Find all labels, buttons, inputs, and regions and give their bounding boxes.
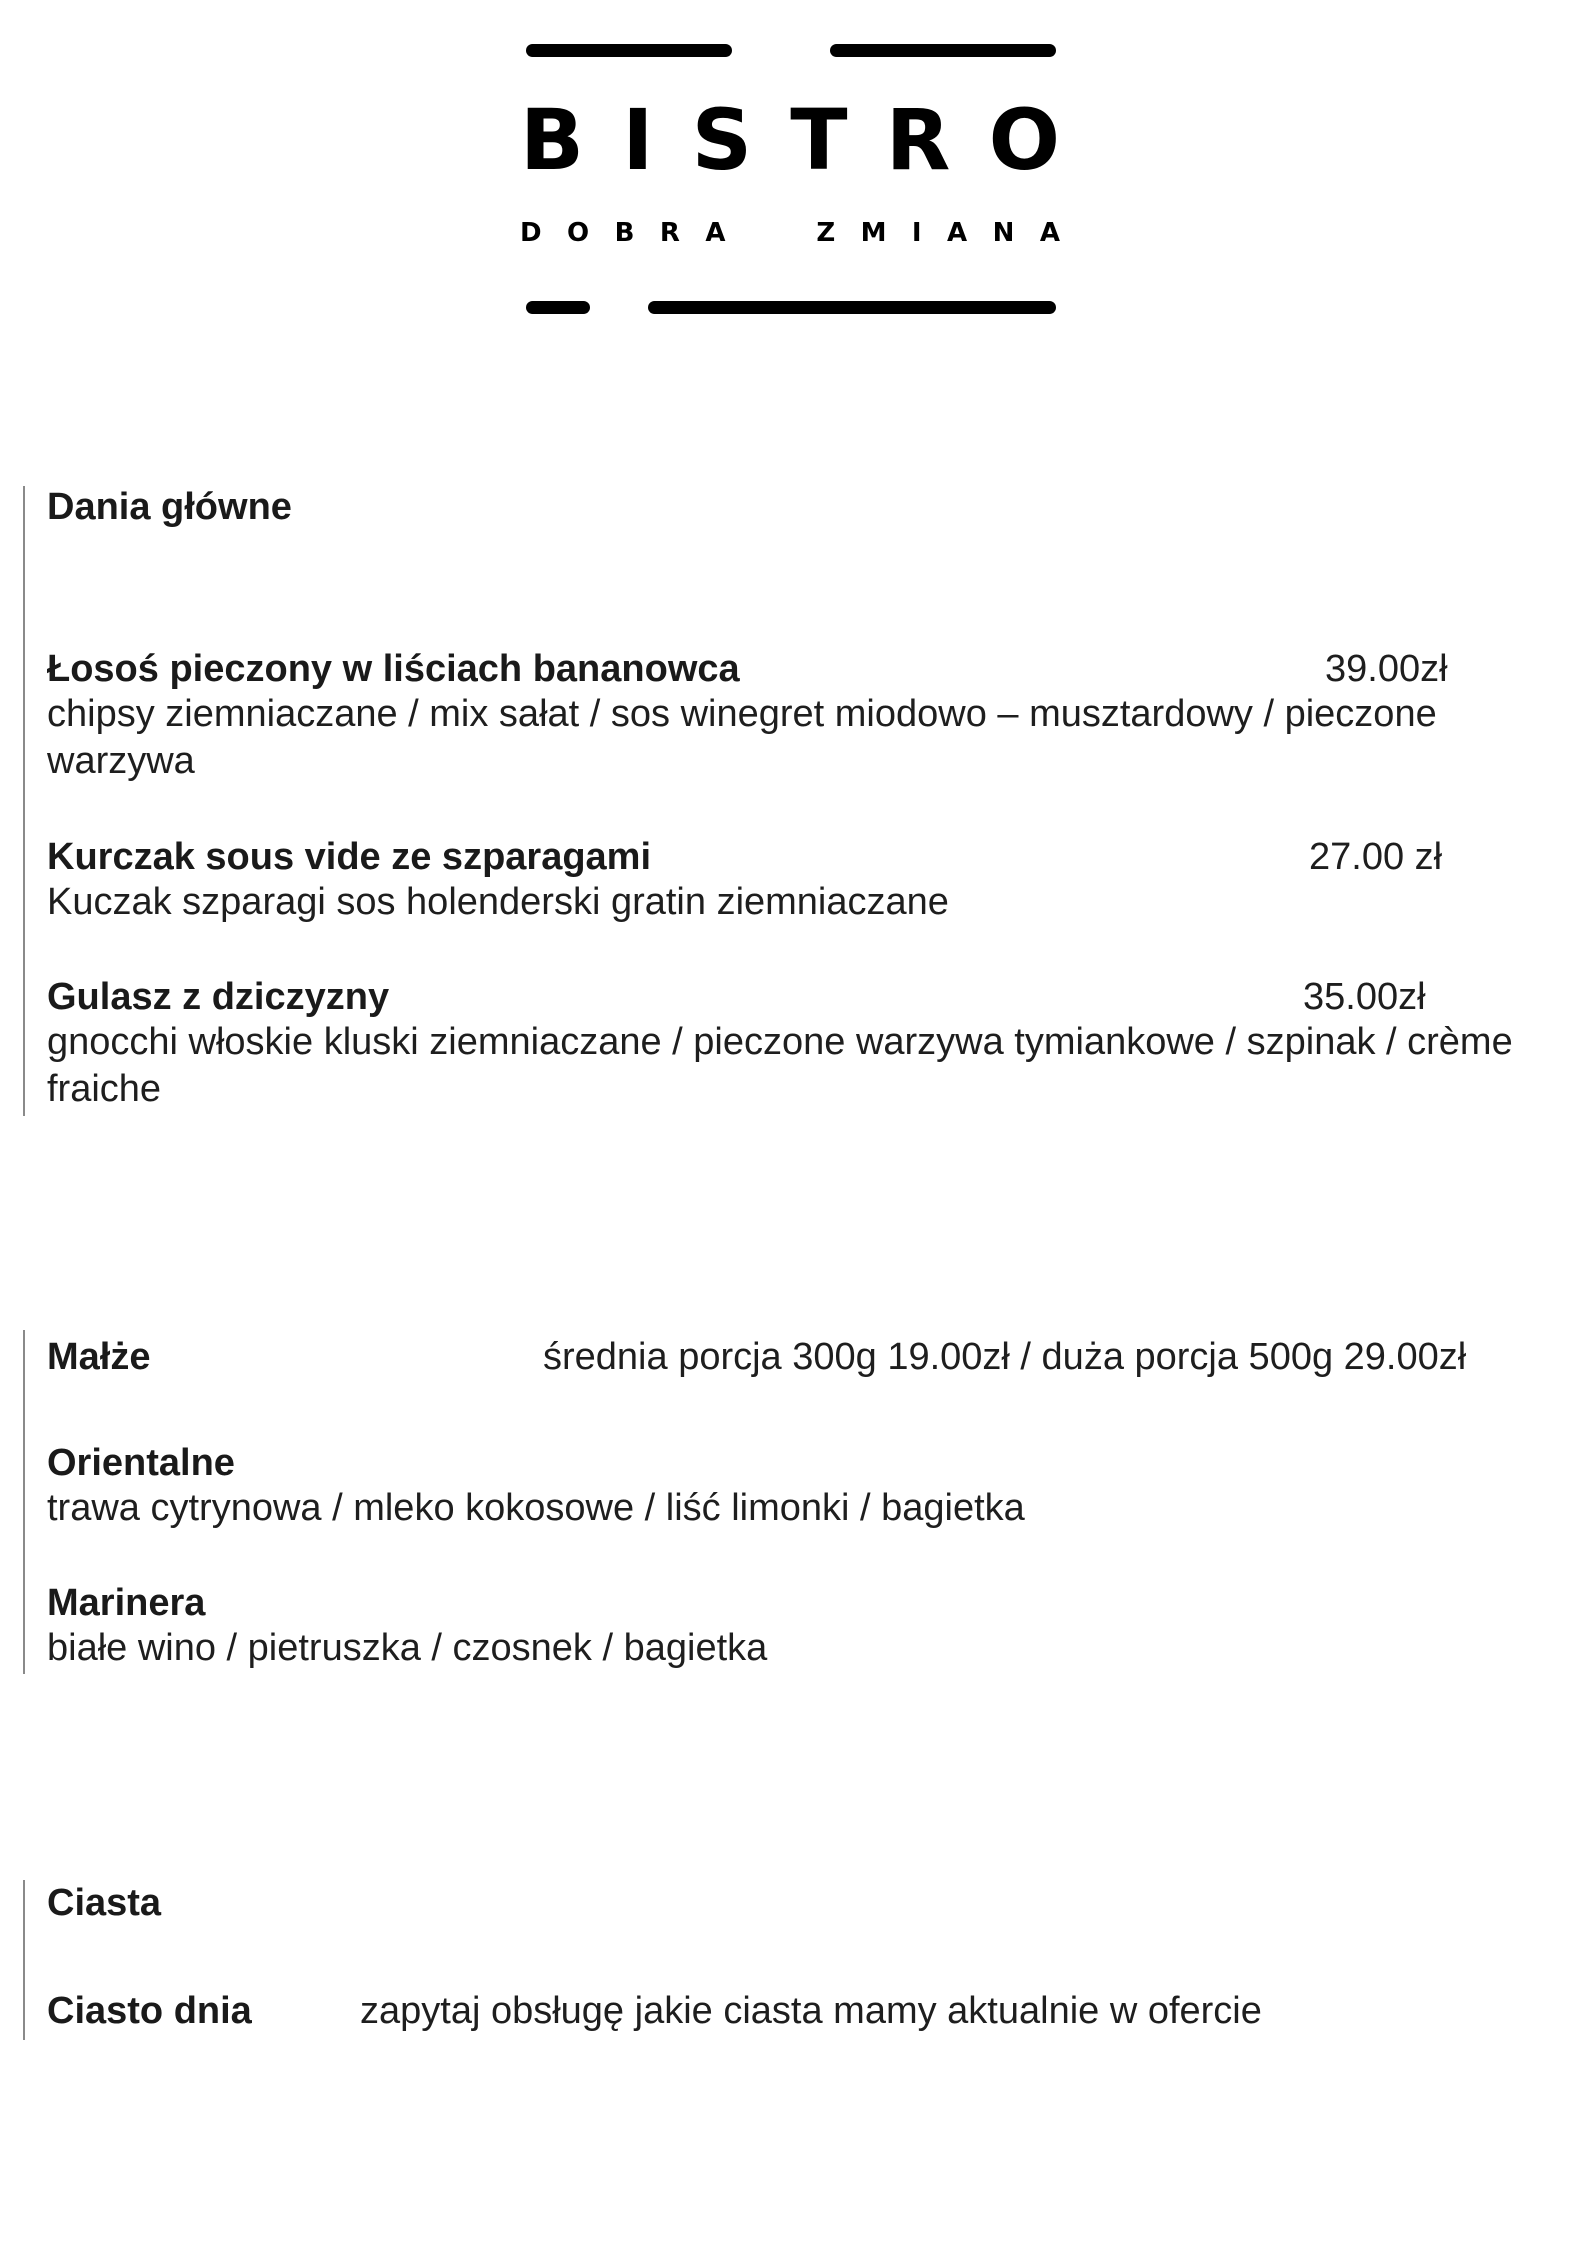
logo-letter: I bbox=[622, 91, 654, 189]
cake-note: zapytaj obsługę jakie ciasta mamy aktualnie w ofercie bbox=[360, 1990, 1262, 2032]
logo-bar-bottom-right bbox=[648, 301, 1056, 314]
cakes-section bbox=[23, 1880, 1553, 2040]
mussels-variant-name: Orientalne bbox=[47, 1442, 235, 1484]
dish-description: gnocchi włoskie kluski ziemniaczane / pieczone warzywa tymiankowe / szpinak / crème fraiche bbox=[47, 1021, 1513, 1110]
dish-description: chipsy ziemniaczane / mix sałat / sos winegret miodowo – musztardowy / pieczone warzywa bbox=[47, 693, 1437, 782]
cakes-heading: Ciasta bbox=[47, 1882, 162, 1924]
tagline-letter: Z bbox=[816, 218, 836, 248]
dish-price: 27.00 zł bbox=[1309, 836, 1443, 878]
tagline-word-gap bbox=[751, 220, 791, 246]
dish-name: Gulasz z dziczyzny bbox=[47, 976, 390, 1018]
dish-name: Kurczak sous vide ze szparagami bbox=[47, 836, 652, 878]
logo-letter: T bbox=[790, 91, 848, 189]
mussels-variant-name: Marinera bbox=[47, 1582, 206, 1624]
logo-letter: B bbox=[520, 91, 585, 189]
logo-bar-top-right bbox=[830, 44, 1056, 57]
logo-letter: R bbox=[885, 91, 951, 189]
tagline-letter: R bbox=[659, 218, 680, 248]
tagline-letter: I bbox=[911, 218, 922, 248]
logo-bar-bottom-left bbox=[526, 301, 590, 314]
tagline-letter: A bbox=[705, 218, 726, 248]
tagline-letter: B bbox=[614, 218, 635, 248]
logo-wordmark bbox=[520, 91, 1060, 189]
main-dishes-section bbox=[23, 486, 1553, 1116]
mussels-heading: Małże bbox=[47, 1336, 151, 1378]
mussels-variant-description: trawa cytrynowa / mleko kokosowe / liść limonki / bagietka bbox=[47, 1487, 1025, 1529]
dish-price: 39.00zł bbox=[1325, 648, 1448, 690]
tagline-letter: N bbox=[992, 218, 1015, 248]
logo-bar-top-left bbox=[526, 44, 732, 57]
mussels-section bbox=[23, 1330, 1553, 1674]
tagline-letter: M bbox=[860, 218, 887, 248]
dish-name: Łosoś pieczony w liściach bananowca bbox=[47, 648, 740, 690]
tagline-letter: A bbox=[947, 218, 968, 248]
tagline-letter: A bbox=[1039, 218, 1060, 248]
main-dishes-heading: Dania główne bbox=[47, 486, 292, 528]
tagline-letter: O bbox=[567, 218, 590, 248]
logo-tagline bbox=[520, 220, 1060, 246]
cake-name: Ciasto dnia bbox=[47, 1990, 252, 2032]
mussels-variant-description: białe wino / pietruszka / czosnek / bagietka bbox=[47, 1627, 768, 1669]
dish-price: 35.00zł bbox=[1303, 976, 1426, 1018]
logo-letter: O bbox=[988, 91, 1060, 189]
logo-letter: S bbox=[691, 91, 753, 189]
dish-description: Kuczak szparagi sos holenderski gratin ziemniaczane bbox=[47, 881, 949, 923]
mussels-pricing: średnia porcja 300g 19.00zł / duża porcja 500g 29.00zł bbox=[543, 1336, 1467, 1378]
tagline-letter: D bbox=[520, 218, 542, 248]
bistro-logo bbox=[520, 40, 1060, 320]
